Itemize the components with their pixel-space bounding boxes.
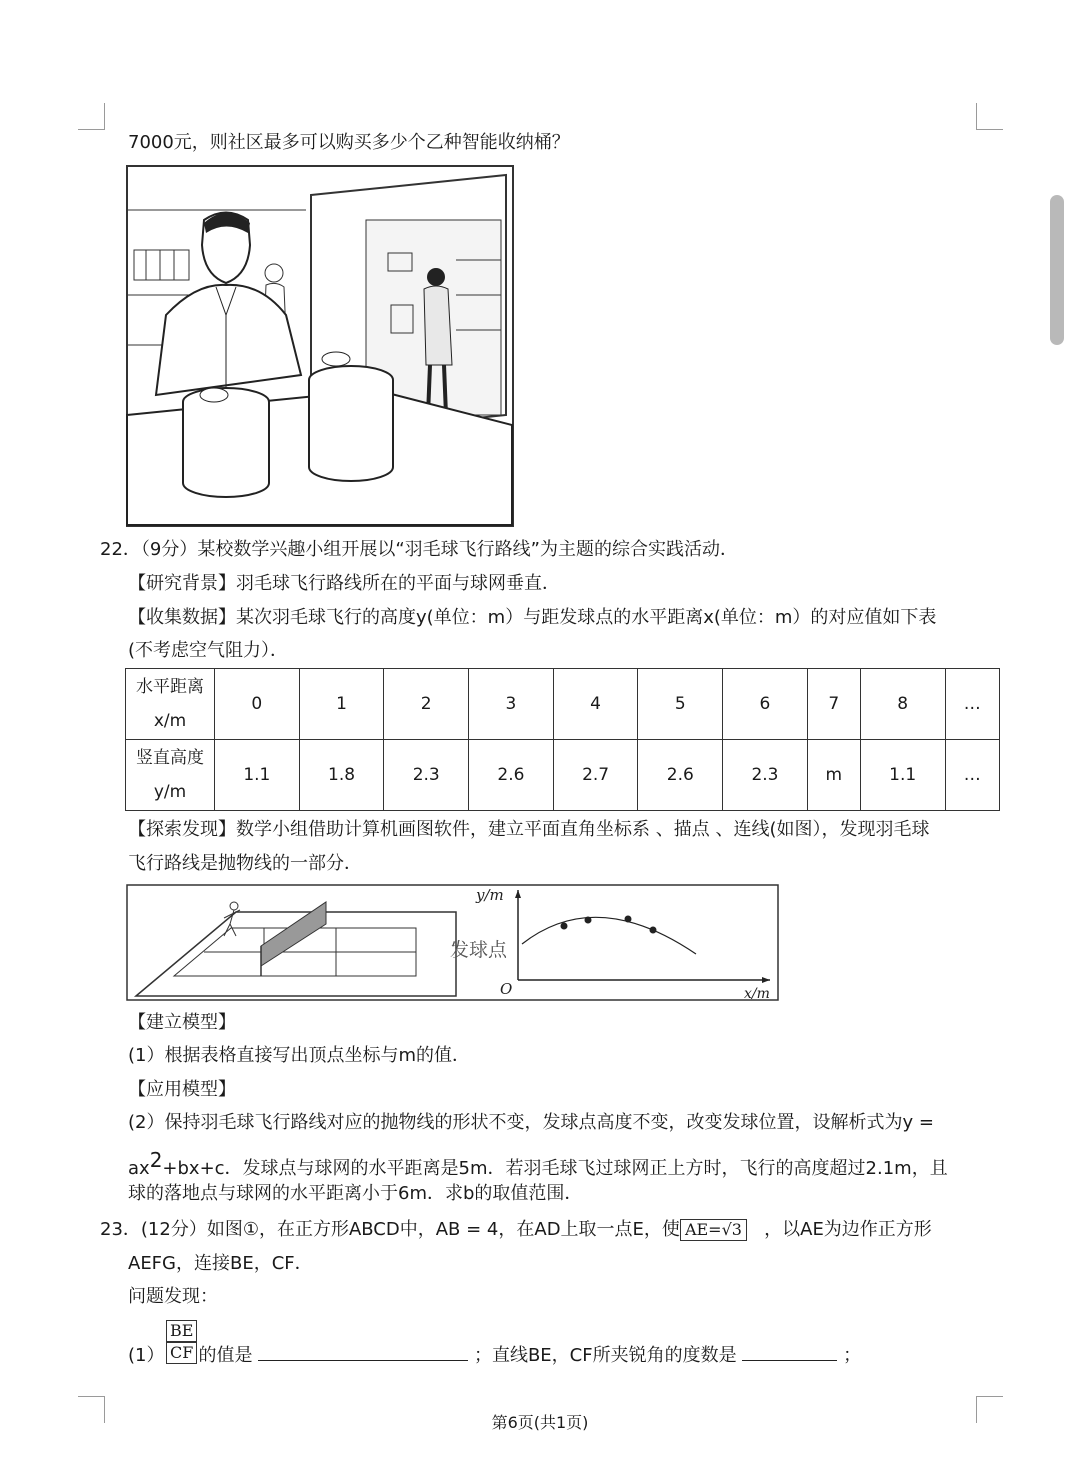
table-row-height <box>126 740 1000 811</box>
q22-part2-line2: $ax^2+bx+c$．发球点与球网的水平距离是5m．若羽毛球飞过球网正上方时，飞行的高度超过2.1m，且 <box>128 1148 948 1179</box>
table-cell: 3 <box>469 669 554 740</box>
storage-bin-illustration <box>126 165 514 527</box>
origin-label: O <box>500 980 513 998</box>
q22-explore-line2: 飞行路线是抛物线的一部分． <box>128 853 362 874</box>
q22-title: 22．（9分）某校数学兴趣小组开展以“羽毛球飞行路线”为主题的综合实践活动． <box>100 539 739 560</box>
q22-explore-line1: 【探索发现】数学小组借助计算机画图软件，建立平面直角坐标系 、描点 、连线(如图），发现羽毛球 <box>128 819 930 840</box>
table-cell: 0 <box>215 669 300 740</box>
answer-blank-ratio[interactable] <box>258 1342 468 1361</box>
data-point <box>650 927 657 934</box>
q23-discover: 问题发现： <box>128 1286 218 1307</box>
table-cell: 2.6 <box>638 740 723 811</box>
crop-mark-top-right <box>976 103 1003 130</box>
table-cell: 1.1 <box>215 740 300 811</box>
model-title: 【建立模型】 <box>128 1012 236 1033</box>
table-cell: 2.3 <box>723 740 808 811</box>
x-axis-label: x/m <box>744 986 770 1002</box>
table-cell: 1.1 <box>860 740 945 811</box>
data-point <box>625 916 632 923</box>
table-cell: 6 <box>723 669 808 740</box>
table-row-distance <box>126 669 1000 740</box>
q22-collect-line2: (不考虑空气阻力）． <box>128 640 289 661</box>
q22-part2-line3: 球的落地点与球网的水平距离小于6m．求b的取值范围． <box>128 1183 583 1204</box>
q22-background: 【研究背景】羽毛球飞行路线所在的平面与球网垂直． <box>128 573 560 594</box>
apply-title: 【应用模型】 <box>128 1079 236 1100</box>
table-header-cell: 水平距离 x/m <box>126 669 215 740</box>
badminton-figure <box>126 884 780 1002</box>
ae-formula: AE=√3 <box>680 1219 747 1241</box>
q23-line1: 23．(12分）如图①，在正方形ABCD中，AB = 4，在AD上取一点E，使 AE=√3 ，以AE为边作正方形 <box>100 1219 932 1240</box>
q22-part1: (1）根据表格直接写出顶点坐标与m的值． <box>128 1045 471 1066</box>
table-cell: 5 <box>638 669 723 740</box>
q22-collect-line1: 【收集数据】某次羽毛球飞行的高度y(单位：m）与距发球点的水平距离x(单位：m）的对应值如下表 <box>128 607 937 628</box>
fraction-be-cf: $\frac{BE}{CF}$ <box>166 1320 197 1364</box>
table-cell: 2.6 <box>469 740 554 811</box>
q23-line2: AEFG，连接BE，CF． <box>128 1253 313 1274</box>
table-cell: 1 <box>299 669 384 740</box>
data-point <box>561 923 568 930</box>
table-cell: … <box>945 669 999 740</box>
table-header-cell: 竖直高度 y/m <box>126 740 215 811</box>
scrollbar-thumb[interactable] <box>1050 195 1064 345</box>
table-cell: 2 <box>384 669 469 740</box>
data-point <box>585 917 592 924</box>
table-cell: … <box>945 740 999 811</box>
q22-part2-line1: (2）保持羽毛球飞行路线对应的抛物线的形状不变，发球点高度不变，改变发球位置，设解析式为y = <box>128 1112 934 1133</box>
table-cell: 2.3 <box>384 740 469 811</box>
table-cell: 4 <box>553 669 638 740</box>
crop-mark-top-left <box>78 103 105 130</box>
answer-blank-angle[interactable] <box>742 1342 837 1361</box>
data-table <box>125 668 1000 811</box>
y-axis-label: y/m <box>476 886 504 904</box>
table-cell: 7 <box>807 669 860 740</box>
serve-point-label: 发球点 <box>450 939 508 961</box>
top-line-text: 7000元，则社区最多可以购买多少个乙种智能收纳桶？ <box>128 132 570 153</box>
table-cell: 8 <box>860 669 945 740</box>
table-cell: m <box>807 740 860 811</box>
table-cell: 2.7 <box>553 740 638 811</box>
q23-part1: (1） 的值是 ；直线BE，CF所夹锐角的度数是 ； <box>128 1341 861 1371</box>
page-footer: 第6页(共1页) <box>491 1413 589 1432</box>
table-cell: 1.8 <box>299 740 384 811</box>
